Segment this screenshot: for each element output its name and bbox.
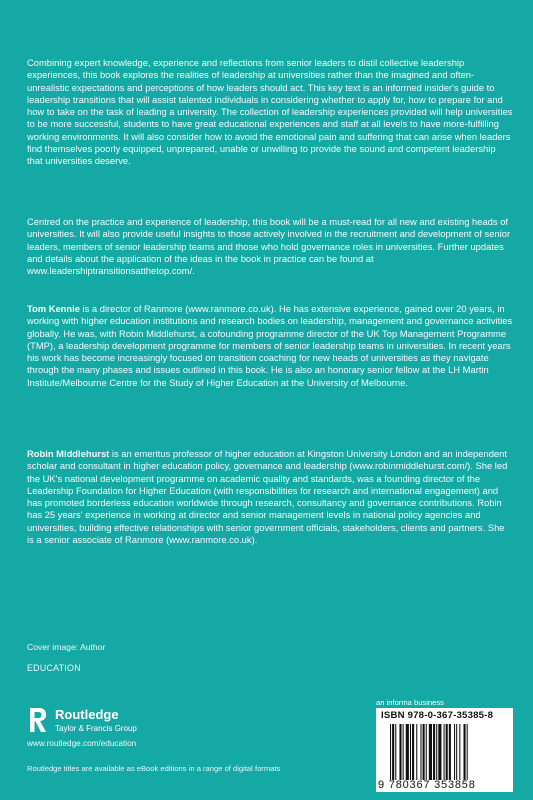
- barcode-bar: [436, 724, 437, 780]
- author-name: Tom Kennie: [27, 303, 80, 314]
- publisher-group: Taylor & Francis Group: [55, 724, 137, 733]
- isbn-label: ISBN 978-0-367-35385-8: [381, 710, 494, 721]
- barcode-bar: [420, 724, 421, 780]
- barcode-bar: [392, 724, 394, 780]
- author-bio-text: is a director of Ranmore (www.ranmore.co.uk). He has extensive experience, gained over 20 years, in working with higher education institutions and research bodies on leadership, management and governance activities globally. He was, with Robin Middlehurst, a cofounding programme director of the UK Top Management Programme (TMP), a leadership development programme for members of senior leadership teams in universities. In recent years his work has become increasingly focused on transition coaching for new heads of universities as they navigate through the many phases and issues outlined in this book. He is also an honorary senior fellow at the LH Martin Institute/Melbourne Centre for the Study of Higher Education at the University of Melbourne.: [27, 303, 513, 388]
- barcode-bar: [467, 724, 468, 780]
- barcode-bar: [454, 724, 455, 780]
- informa-tagline: an informa business: [376, 698, 444, 707]
- barcode-bars: [390, 724, 494, 780]
- barcode-bar: [429, 724, 432, 780]
- barcode-bar: [403, 724, 404, 780]
- barcode-bar: [449, 724, 451, 780]
- barcode-bar: [459, 724, 460, 780]
- routledge-r-icon: [27, 705, 49, 735]
- publisher-url[interactable]: www.routledge.com/education: [27, 739, 137, 748]
- barcode-bar: [416, 724, 417, 780]
- blurb-paragraph-2: Centred on the practice and experience of leadership, this book will be a must-read for all new and existing heads of universities. It will also provide useful insights to those actively involved in the recruitment and development of senior leaders, members of senior leadership teams and those who hold governance roles in universities. Further updates and details about the application of the ideas in the book in practice can be found at www.leadershiptransitionsatthetop.com/.: [27, 216, 511, 277]
- barcode-bar: [423, 724, 425, 780]
- barcode-bar: [426, 724, 427, 780]
- isbn-barcode: [376, 708, 513, 792]
- barcode-bar: [438, 724, 441, 780]
- barcode-bar: [412, 724, 414, 780]
- barcode-digits: 9 780367 353858: [378, 779, 476, 791]
- blurb-paragraph-1: Combining expert knowledge, experience and reflections from senior leaders to distil collective leadership experiences, this book explores the realities of leadership at universities rather than the imagined and often-unrealistic expectations and perceptions of how leaders should act. This key text is an informed insider's guide to leadership transitions that will assist talented individuals in considering whether to apply for, how to prepare for and how to take on the task of leading a university. The collection of leadership experiences provided will help universities to be more successful, students to have great educational experiences and staff at all levels to have more-fulfilling working environments. It will also consider how to avoid the emotional pain and suffering that can arise when leaders find themselves poorly equipped, unprepared, unable or unwilling to provide the sound and competent leadership that universities deserve.: [27, 57, 513, 167]
- barcode-bar: [410, 724, 411, 780]
- author-bio-middlehurst: [27, 448, 513, 546]
- author-bio-text: is an emeritus professor of higher education at Kingston University London and an independent scholar and consultant in higher education policy, governance and leadership (www.robinmiddlehurst.com/). She led the UK's national development programme on academic quality and standards, was a founding director of the Leadership Foundation for Higher Education (with responsibilities for research and international engagement) and has promoted borderless education worldwide through research, consultancy and governance contributions. Robin has 25 years' experience in working at director and senior management levels in national policy agencies and universities, building effective relationships with senior government officials, stakeholders, clients and partners. She is a senior associate of Ranmore (www.ranmore.co.uk).: [27, 448, 508, 546]
- author-bio-kennie: [27, 303, 513, 389]
- publisher-name: Routledge: [55, 707, 119, 722]
- barcode-bar: [433, 724, 435, 780]
- ebook-footnote: Routledge titles are available as eBook editions in a range of digital formats: [27, 764, 281, 773]
- author-name: Robin Middlehurst: [27, 448, 110, 459]
- barcode-bar: [446, 724, 448, 780]
- barcode-bar: [399, 724, 401, 780]
- barcode-bar: [456, 724, 457, 780]
- cover-credit: Cover image: Author: [27, 642, 106, 652]
- barcode-bar: [406, 724, 409, 780]
- barcode-bar: [464, 724, 466, 780]
- barcode-bar: [390, 724, 391, 780]
- subject-category: EDUCATION: [27, 663, 81, 673]
- barcode-bar: [444, 724, 445, 780]
- barcode-bar: [395, 724, 396, 780]
